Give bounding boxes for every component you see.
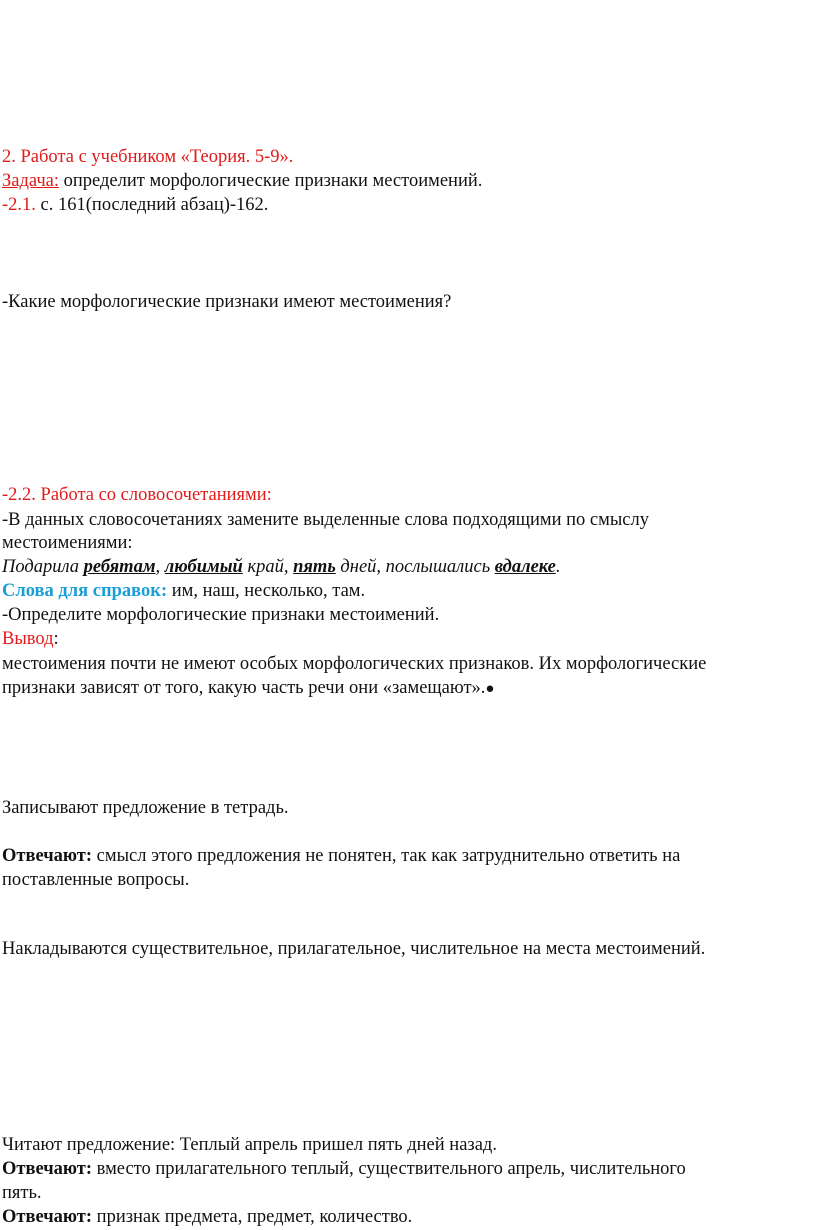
item-2-1-text: с. 161(последний абзац)-162. bbox=[35, 195, 269, 215]
instruction-line-1: -В данных словосочетаниях замените выделенные слова подходящими по смыслу bbox=[2, 510, 649, 530]
conclusion-colon: : bbox=[53, 629, 59, 649]
example-part: Подарила bbox=[2, 557, 84, 577]
item-2-1-label: -2.1. bbox=[2, 195, 36, 215]
subsection-heading: -2.2. Работа со словосочетаниями: bbox=[2, 485, 272, 505]
answer-label: Отвечают: bbox=[2, 1207, 93, 1227]
conclusion-label-line bbox=[2, 628, 59, 651]
read-sentence-line: Читают предложение: Теплый апрель пришел пять дней назад. bbox=[2, 1135, 497, 1155]
example-part: дней, послышались bbox=[335, 557, 495, 577]
answer-3-line bbox=[2, 1206, 412, 1229]
answer-label: Отвечают: bbox=[2, 1159, 93, 1179]
highlighted-word: вдалеке bbox=[494, 557, 556, 577]
example-part: край, bbox=[242, 557, 294, 577]
reference-line bbox=[2, 580, 365, 603]
highlighted-word: пять bbox=[293, 557, 336, 577]
task-text: определит морфологические признаки местоимений. bbox=[59, 171, 483, 191]
conclusion-line-2 bbox=[2, 677, 494, 701]
item-2-1-line bbox=[2, 194, 268, 217]
instruction-line-2: местоимениями: bbox=[2, 533, 133, 553]
conclusion-label: Вывод bbox=[2, 629, 54, 649]
answer-1-continuation: поставленные вопросы. bbox=[2, 870, 190, 890]
example-phrases bbox=[2, 556, 560, 579]
task-label: Задача: bbox=[2, 171, 60, 191]
example-part: . bbox=[555, 557, 561, 577]
question-line: -Какие морфологические признаки имеют местоимения? bbox=[2, 292, 452, 312]
answer-label: Отвечают: bbox=[2, 846, 93, 866]
answer-text: смысл этого предложения не понятен, так как затруднительно ответить на bbox=[92, 846, 681, 866]
answer-2-continuation: пять. bbox=[2, 1183, 42, 1203]
highlighted-word: любимый bbox=[164, 557, 243, 577]
conclusion-line-1: местоимения почти не имеют особых морфологических признаков. Их морфологические bbox=[2, 654, 707, 674]
example-part: , bbox=[155, 557, 165, 577]
answer-1-line bbox=[2, 845, 680, 868]
overlay-line: Накладываются существительное, прилагательное, числительное на места местоимений. bbox=[2, 939, 706, 959]
answer-2-line bbox=[2, 1158, 686, 1181]
answer-text: вместо прилагательного теплый, существительного апрель, числительного bbox=[92, 1159, 686, 1179]
task-line bbox=[2, 170, 482, 193]
highlighted-word: ребятам bbox=[83, 557, 156, 577]
bullet-icon: ● bbox=[485, 681, 495, 697]
conclusion-text: признаки зависят от того, какую часть речи они «замещают». bbox=[2, 678, 486, 698]
define-line: -Определите морфологические признаки местоимений. bbox=[2, 605, 440, 625]
reference-label: Слова для справок: bbox=[2, 581, 168, 601]
section-heading: 2. Работа с учебником «Теория. 5-9». bbox=[2, 147, 294, 167]
reference-text: им, наш, несколько, там. bbox=[167, 581, 366, 601]
answer-text: признак предмета, предмет, количество. bbox=[92, 1207, 413, 1227]
write-sentence-line: Записывают предложение в тетрадь. bbox=[2, 798, 289, 818]
